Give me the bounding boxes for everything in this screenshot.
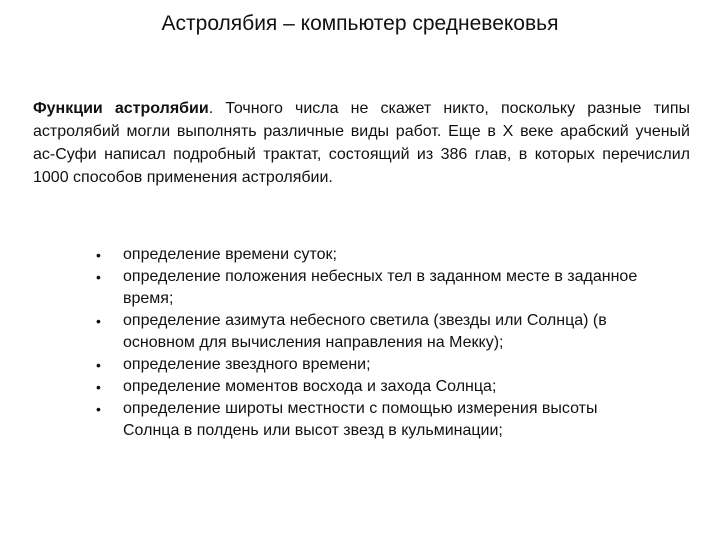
bullet-icon: • <box>96 269 101 285</box>
intro-paragraph <box>33 97 690 189</box>
bullet-icon: • <box>96 247 101 263</box>
list-item <box>92 398 652 442</box>
list-item-text: определение звездного времени; <box>123 356 371 373</box>
list-item <box>92 310 652 354</box>
list-item <box>92 376 652 398</box>
list-item-text: определение времени суток; <box>123 246 337 263</box>
intro-lead: Функции астролябии <box>33 100 209 117</box>
list-item-text: определение азимута небесного светила (звезды или Солнца) (в основном для вычисления направления на Мекку); <box>123 312 607 351</box>
list-item <box>92 354 652 376</box>
list-item <box>92 244 652 266</box>
bullet-icon: • <box>96 357 101 373</box>
intro-text: . Точного числа не скажет никто, поскольку разные типы астролябий могли выполнять различные виды работ. Еще в X веке арабский ученый ас-Суфи написал подробный трактат, состоящий из 386 глав, в которых перечислил 1000 способов применения астролябии. <box>33 100 691 186</box>
list-item-text: определение положения небесных тел в заданном месте в заданное время; <box>123 268 638 307</box>
bullet-icon: • <box>96 313 101 329</box>
bullet-icon: • <box>96 401 101 417</box>
slide-title: Астролябия – компьютер средневековья <box>161 12 559 35</box>
list-item-text: определение моментов восхода и захода Солнца; <box>123 378 497 395</box>
functions-list <box>92 244 652 442</box>
bullet-icon: • <box>96 379 101 395</box>
list-item <box>92 266 652 310</box>
list-item-text: определение широты местности с помощью измерения высоты Солнца в полдень или высот звезд в кульминации; <box>123 400 598 439</box>
